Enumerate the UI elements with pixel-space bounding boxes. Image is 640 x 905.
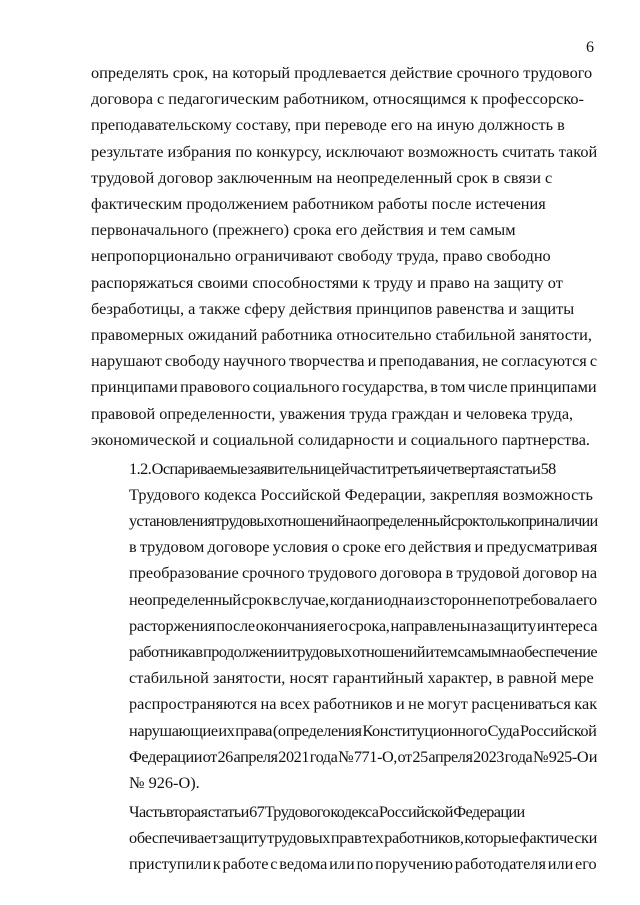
text-line: безработицы, а также сферу действия принципов равенства и защиты [91, 298, 575, 318]
text-line: приступили к работе с ведома или по поручению работодателя или его [129, 854, 597, 874]
text-line: 1.2. Оспариваемые заявительницей части третья и четвертая статьи 58 [129, 458, 556, 478]
text-line: № 926-О). [129, 773, 200, 793]
text-line: обеспечивает защиту трудовых прав тех работников, которые фактически [129, 828, 597, 848]
text-line: правовой определенности, уважения труда граждан и человека труда, [91, 403, 574, 423]
text-line: принципами правового социального государства, в том числе принципами [91, 377, 597, 397]
text-line: работника в продолжении трудовых отношений и тем самым на обеспечение [129, 642, 598, 662]
text-line: неопределенный срок в случае, когда ни одна из сторон не потребовала его [129, 589, 597, 609]
text-line: экономической и социальной солидарности и социального партнерства. [91, 429, 590, 449]
paragraph [91, 456, 597, 797]
text-line: распространяются на всех работников и не могут расцениваться как [129, 694, 598, 714]
text-line: результате избрания по конкурсу, исключают возможность считать такой [91, 141, 598, 161]
text-line: установления трудовых отношений на определенный срок только при наличии [129, 511, 598, 531]
paragraph [91, 799, 597, 878]
text-line: нарушают свободу научного творчества и преподавания, не согласуются с [91, 351, 598, 371]
text-line: преобразование срочного трудового договора в трудовой договор на [129, 563, 598, 583]
paragraph [91, 60, 597, 453]
text-line: трудовой договор заключенным на неопределенный срок в связи с [91, 167, 553, 187]
text-line: преподавательскому составу, при переводе его на иную должность в [91, 115, 565, 135]
text-line: непропорционально ограничивают свободу труда, право свободно [91, 246, 551, 266]
document-body [91, 60, 597, 880]
text-line: правомерных ожиданий работника относительно стабильной занятости, [91, 325, 592, 345]
text-line: фактическим продолжением работником работы после истечения [91, 194, 546, 214]
text-line: Федерации от 26 апреля 2021 года № 771-О, от 25 апреля 2023 года № 925-О и [129, 746, 598, 766]
text-line: стабильной занятости, носят гарантийный характер, в равной мере [129, 668, 594, 688]
text-line: распоряжаться своими способностями к труду и право на защиту от [91, 272, 563, 292]
text-line: договора с педагогическим работником, относящимся к профессорско- [91, 89, 584, 109]
text-line: расторжения после окончания его срока, направлены на защиту интереса [129, 615, 598, 635]
text-line: нарушающие их права (определения Конституционного Суда Российской [129, 720, 597, 740]
text-line: Часть вторая статьи 67 Трудового кодекса Российской Федерации [129, 801, 525, 821]
text-line: первоначального (прежнего) срока его действия и тем самым [91, 220, 516, 240]
text-line: определять срок, на который продлевается действие срочного трудового [91, 63, 593, 82]
page-number: 6 [586, 39, 594, 56]
text-line: Трудового кодекса Российской Федерации, закрепляя возможность [129, 484, 593, 504]
text-line: в трудовом договоре условия о сроке его действия и предусматривая [129, 537, 598, 557]
